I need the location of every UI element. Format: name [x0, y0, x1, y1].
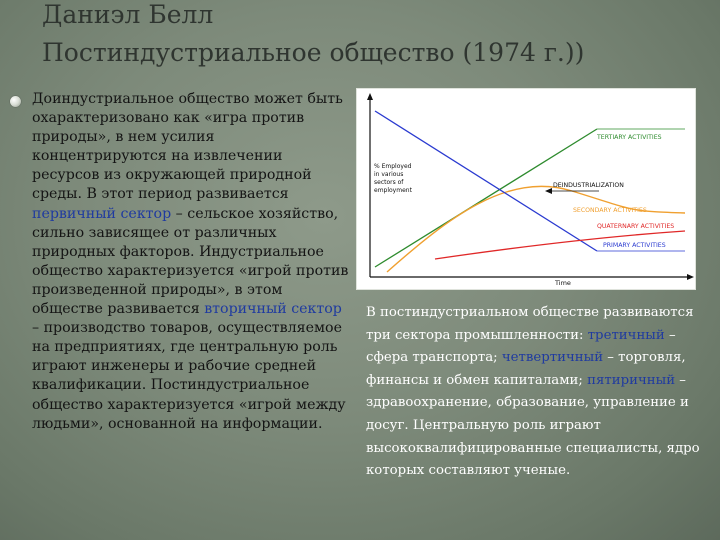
secondary-label: SECONDARY ACTIVITIES	[573, 207, 647, 214]
y-axis-label-line: in various	[374, 171, 404, 178]
x-axis-arrow-icon	[687, 274, 694, 280]
tertiary-sector-highlight: третичный	[587, 327, 665, 343]
right-text-part: – торговля, финансы и обмен капиталами;	[366, 350, 686, 388]
primary-line	[375, 111, 597, 251]
sectors-diagram-svg	[357, 89, 695, 289]
primary-sector-highlight: первичный сектор	[32, 205, 172, 222]
right-paragraph	[366, 302, 712, 483]
left-text-part: Доиндустриальное общество может быть охарактеризовано как «игра против природы», в нем усилия концентрируются на извлечении ресурсов из окружающей природной среды. В этот период развивается	[32, 91, 343, 203]
secondary-sector-highlight: вторичный сектор	[204, 301, 342, 318]
left-text-part: – производство товаров, осуществляемое на предприятиях, где центральную роль играют инженеры и рабочие средней квалификации. Постиндустриальное общество характеризуется «игрой между людьми», основанной на информации.	[32, 320, 346, 432]
bullet-icon	[10, 96, 21, 107]
left-paragraph	[32, 90, 350, 434]
quinary-sector-highlight: пятиричный	[587, 372, 676, 388]
y-axis-label-line: employment	[374, 187, 412, 194]
right-text-part: – сфера транспорта;	[366, 327, 676, 366]
deindustrialization-label: DEINDUSTRIALIZATION	[553, 182, 624, 189]
slide-title: Постиндустриальное общество (1974 г.))	[42, 38, 585, 67]
primary-label: PRIMARY ACTIVITIES	[603, 242, 666, 249]
quaternary-sector-highlight: четвертичный	[501, 350, 604, 366]
y-axis-label-line: % Employed	[374, 163, 412, 170]
tertiary-label: TERTIARY ACTIVITIES	[597, 134, 662, 141]
right-text-part: – здравоохранение, образование, управление и досуг. Центральную роль играют высококвалифицированные специалисты, ядро которых составляют ученые.	[366, 372, 700, 479]
sectors-diagram	[356, 88, 696, 290]
y-axis-label-line: sectors of	[374, 179, 404, 186]
tertiary-line	[375, 129, 597, 267]
y-axis-arrow-icon	[367, 93, 373, 100]
slide-title-author: Даниэл Белл	[42, 0, 214, 29]
quaternary-label: QUATERNARY ACTIVITIES	[597, 223, 675, 230]
left-text-part: – сельское хозяйство, сильно зависящее от различных природных факторов. Индустриальное общество характеризуется «игрой против произведенной природы», в этом обществе развивается	[32, 205, 349, 318]
deindustrialization-arrow-icon	[545, 188, 552, 194]
right-text-part: В постиндустриальном обществе развиваются три сектора промышленности:	[366, 305, 694, 343]
y-axis-label	[374, 163, 413, 194]
x-axis-label: Time	[555, 279, 571, 287]
